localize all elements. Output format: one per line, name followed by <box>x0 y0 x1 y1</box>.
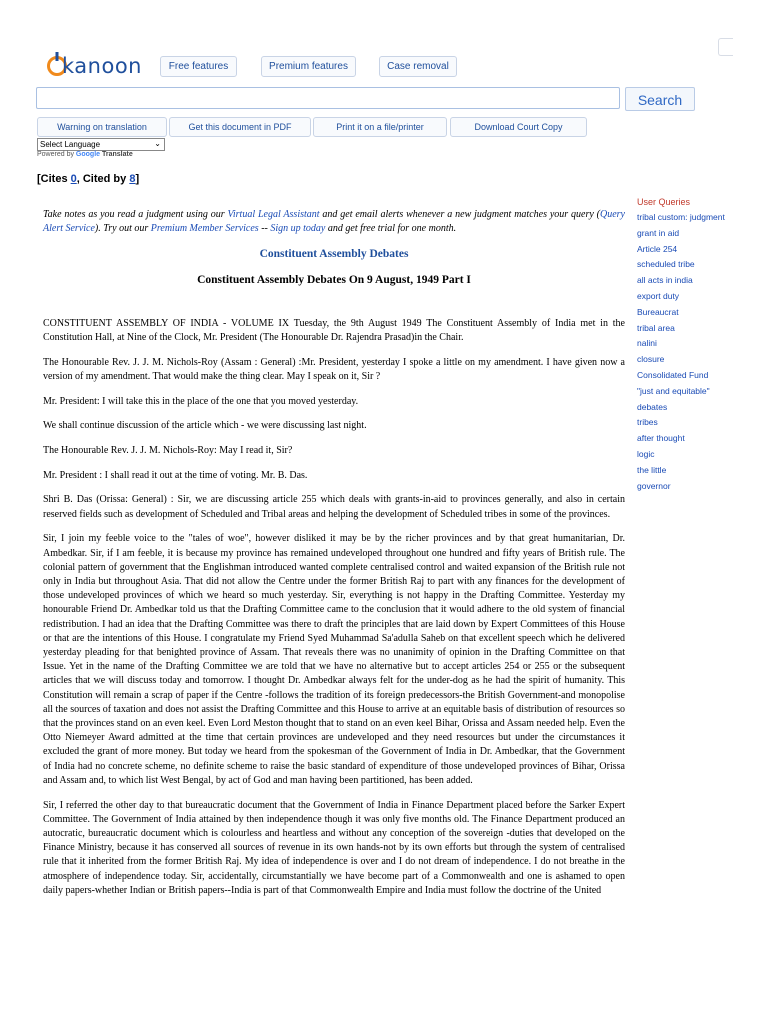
document-paragraph: Sir, I referred the other day to that bureaucratic document that the Government of India in Finance Department placed before the Sarker Expert Committee. The Government of India attained by then independence though it was only five months old. The Finance Department produced an autocratic, bureaucratic document which is colourless and heartless and without any conception of the sovereign -duties that developed on the Finance Ministry, because it has conserved all sources of revenue in its own hands-not by its own efforts but through the system of centralised rule that it inherited from the former British Raj. My idea of independence is over and I do not dream of independence. I do not breathe in the atmosphere of independence today. Sir, accidentally, circumstantially we have become part of a Commonwealth and one is ashamed to open daily papers-whether Indian or British papers--India is part of that Commonwealth Empire and India must follow the doctrine of the United <box>43 799 625 896</box>
document-paragraph: CONSTITUENT ASSEMBLY OF INDIA - VOLUME IX Tuesday, the 9th August 1949 The Constituent Assembly of India met in the Constitution Hall, at Nine of the Clock, Mr. President (The Honourable Dr. Rajendra Prasad)in the Chair. <box>43 317 625 344</box>
logo-text: kanoon <box>62 54 142 78</box>
premium-services-link[interactable]: Premium Member Services <box>150 223 259 235</box>
sign-up-link[interactable]: Sign up today <box>270 223 326 235</box>
free-features-button[interactable]: Free features <box>160 56 237 77</box>
document-paragraph: Mr. President: I will take this in the place of the one that you moved yesterday. <box>43 395 359 407</box>
document-content <box>43 208 625 908</box>
download-court-copy-button[interactable]: Download Court Copy <box>450 117 587 137</box>
query-link[interactable]: Consolidated Fund <box>637 369 709 380</box>
user-queries-heading: User Queries <box>637 197 691 207</box>
promo-note: Take notes as you read a judgment using our Virtual Legal Assistant and get email alerts whenever a new judgment matches your query (Query Alert Service). Try out our Premium Member Services -- Sign up today and get free trial for one month. <box>43 209 625 235</box>
query-alert-link[interactable]: Query Alert Service <box>43 209 625 235</box>
query-link[interactable]: Article 254 <box>637 243 678 254</box>
query-link[interactable]: nalini <box>637 338 657 349</box>
query-link[interactable]: "just and equitable" <box>637 385 710 396</box>
document-paragraph: The Honourable Rev. J. J. M. Nichols-Roy (Assam : General) :Mr. President, yesterday I spoke a little on my amendment. I have given now a version of my amendment. That would make the thing clear. May I speak on it, Sir ? <box>43 356 625 382</box>
cites-line: [Cites 0, Cited by 8] <box>37 173 140 185</box>
document-paragraph: Sir, I join my feeble voice to the "tales of woe", however disliked it may be by the richer provinces and by that great humanitarian, Dr. Ambedkar. Sir, if I am feeble, it is because my province has remained undeveloped throughout one hundred and fifty years of British rule. The colonial pattern of government that the Englishman introduced wanted complete centralised control and waited expansion of the British rule not only in India but throughout Asia. That did not allow the Centre under the former British Raj to part with any finances for the development of those undeveloped provinces of which we heard so much yesterday. Sir, everything is not happy in the Drafting Committee. Yesterday my honourable Friend Dr. Ambedkar told us that the Drafting Committee came to the conclusion that it would adhere to the old system of financial redistribution. I had an idea that the Drafting Committee was there to draft the principles that are laid down by Expert Committees of this House or that are the intentions of this House. I congratulate my Friend Syed Muhammad Sa'adulla Saheb on that excellent speech which he delivered yesterday pleading for that benighted province of Assam. That reveals there was no unanimity of opinion in the Drafting Committee on that Issue. Yet in the name of the Drafting Committee we are told that we have no alternative but to accept articles 254 or 255 or the subsequent articles that we will discuss today and tomorrow. I thought Dr. Ambedkar always felt for the under-dog as he had the spirit of humanity. This Constitution will remain a scrap of paper if the Centre -follows the tradition of its foreign predecessors-the British Government-and monopolise all the sources of taxation and does not assist the Drafting Committee and this House to arrive at an equitable basis of distribution of resources so that the provinces stand on an even keel. Even Lord Meston thought that to stand on an even keel Bihar, Orissa and Assam needed help. Even the Otto Niemeyer Award admitted at the time that certain provinces are undeveloped and they need resources but under the circumstances it excluded the grant of more money. But today we heard from the spokesman of the Government of India in Dr. Ambedkar, that the Government of India had no concrete scheme, no definite scheme to raise the basic standard of expenditure of those undeveloped provinces of Bihar, Orissa and Assam and, to which list West Bengal, by act of God and man having been partitioned, has been added. <box>43 533 625 786</box>
query-link[interactable]: closure <box>637 354 665 365</box>
warning-translation-button[interactable]: Warning on translation <box>37 117 167 137</box>
query-link[interactable]: after thought <box>637 433 685 444</box>
language-select[interactable] <box>37 138 165 151</box>
query-link[interactable]: export duty <box>637 290 680 301</box>
query-link[interactable]: debates <box>637 401 668 412</box>
print-button[interactable]: Print it on a file/printer <box>313 117 447 137</box>
search-button[interactable]: Search <box>625 87 695 111</box>
user-queries-sidebar <box>637 197 762 494</box>
cites-link[interactable]: 0 <box>70 173 77 185</box>
query-link[interactable]: all acts in india <box>637 275 693 286</box>
google-logo-text: Google <box>75 151 101 158</box>
powered-by-google-translate: Powered by Google Translate <box>37 151 133 158</box>
query-link[interactable]: tribal custom: judgment <box>637 212 725 222</box>
premium-features-button[interactable]: Premium features <box>261 56 356 77</box>
document-paragraph: We shall continue discussion of the article which - we were discussing last night. <box>43 420 367 432</box>
document-paragraph: The Honourable Rev. J. J. M. Nichols-Roy: May I read it, Sir? <box>43 445 293 457</box>
cited-by-link[interactable]: 8 <box>129 173 136 185</box>
query-link[interactable]: Bureaucrat <box>637 306 679 317</box>
corner-widget[interactable] <box>718 38 733 56</box>
chevron-down-icon: ⌄ <box>154 139 161 148</box>
document-source: Constituent Assembly Debates <box>259 248 409 261</box>
query-link[interactable]: governor <box>637 480 671 491</box>
query-link[interactable]: logic <box>637 448 655 459</box>
search-input[interactable] <box>36 87 620 109</box>
get-pdf-button[interactable]: Get this document in PDF <box>169 117 311 137</box>
query-link[interactable]: scheduled tribe <box>637 259 695 270</box>
document-title: Constituent Assembly Debates On 9 August, 1949 Part I <box>197 273 471 286</box>
query-link[interactable]: the little <box>637 464 667 475</box>
case-removal-button[interactable]: Case removal <box>379 56 457 77</box>
language-select-value: Select Language <box>40 140 101 149</box>
query-link[interactable]: tribal area <box>637 322 675 333</box>
virtual-legal-assistant-link[interactable]: Virtual Legal Assistant <box>227 209 320 220</box>
query-link[interactable]: tribes <box>637 417 658 428</box>
document-paragraph: Shri B. Das (Orissa: General) : Sir, we are discussing article 255 which deals with grants-in-aid to provinces generally, and also in certain reserved fields such as development of Scheduled and Tribal areas and helping the development of Scheduled tribes in some of the provinces. <box>43 494 625 520</box>
document-paragraph: Mr. President : I shall read it out at the time of voting. Mr. B. Das. <box>43 469 308 481</box>
query-link[interactable]: grant in aid <box>637 227 680 238</box>
